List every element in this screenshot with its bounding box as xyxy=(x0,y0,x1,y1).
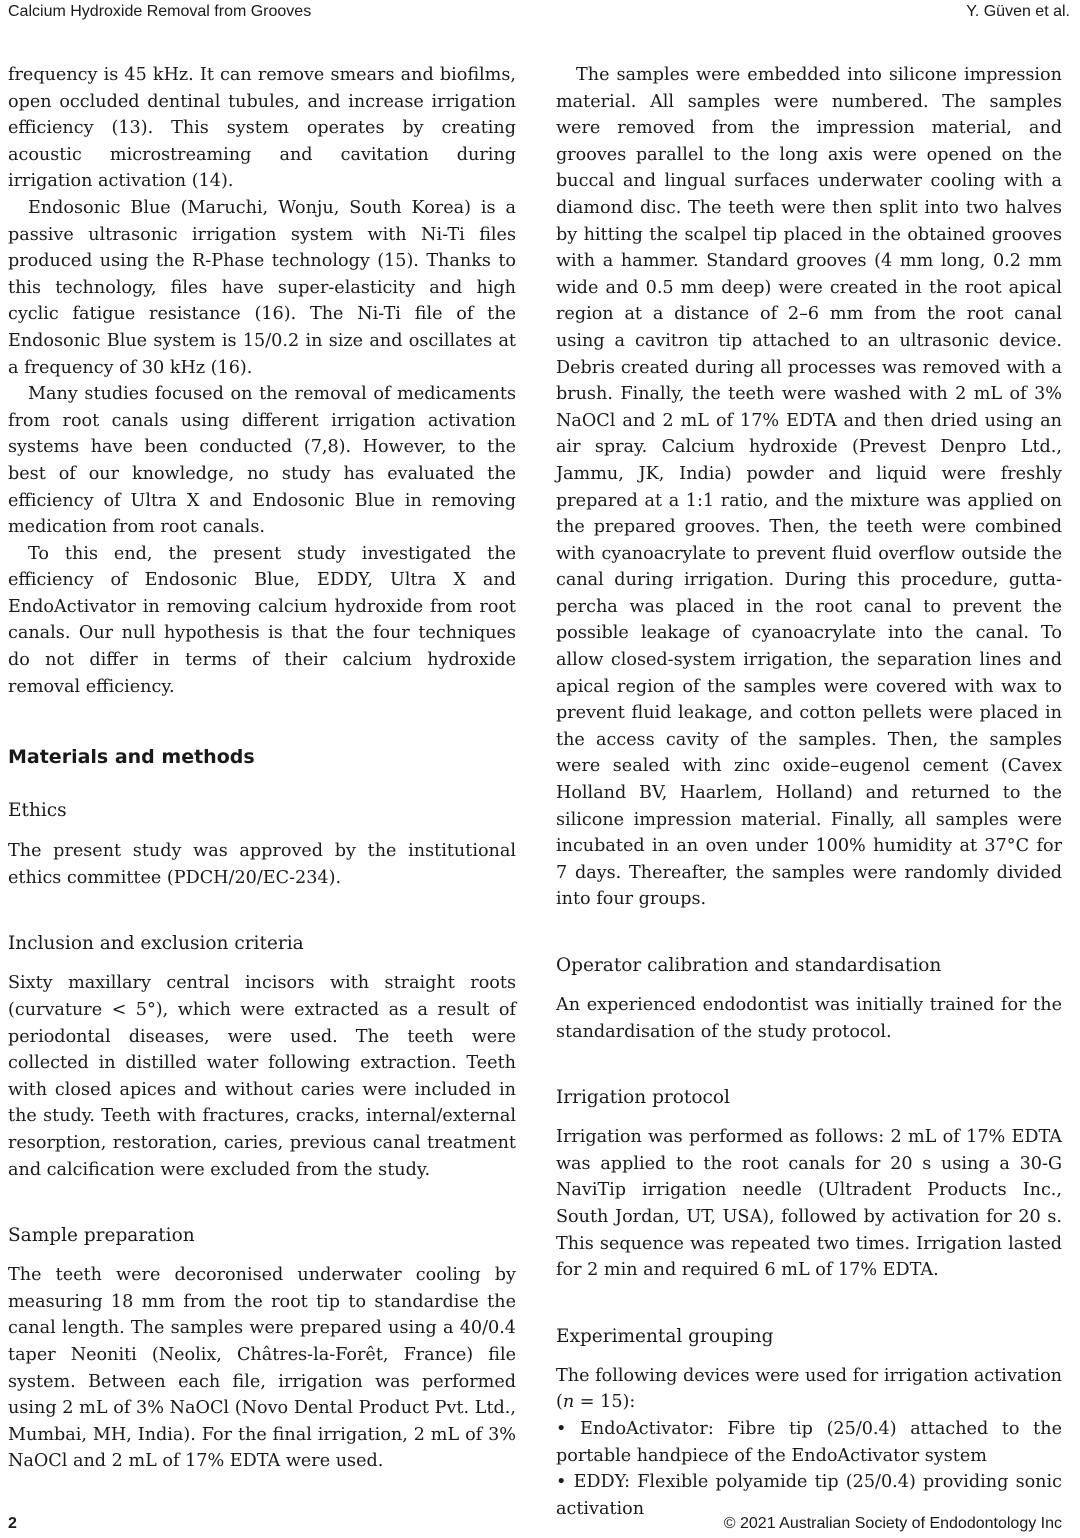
sample-size-symbol: n xyxy=(562,1392,575,1413)
paragraph: The teeth were decoronised underwater cooling by measuring 18 mm from the root tip to standardise the canal length. The samples were prepared using a 40/0.4 taper Neoniti (Neolix, Châtres-la-Forêt, France) file system. Between each file, irrigation was performed using 2 mL of 3% NaOCl (Novo Dental Product Pvt. Ltd., Mumbai, MH, India). For the final irrigation, 2 mL of 3% NaOCl and 2 mL of 17% EDTA were used. xyxy=(8,1265,516,1472)
page-number: 2 xyxy=(8,1515,17,1532)
paragraph xyxy=(556,1363,1062,1416)
paragraph: Many studies focused on the removal of medicaments from root canals using different irrigation activation systems have been conducted (7,8). However, to the best of our knowledge, no study has evaluated the efficiency of Ultra X and Endosonic Blue in removing medication from root canals. xyxy=(8,384,516,538)
subsection-heading-inclusion: Inclusion and exclusion criteria xyxy=(8,933,304,955)
page-footer xyxy=(8,1512,1062,1536)
grouping-intro-end: = 15): xyxy=(574,1392,636,1413)
list-item: • EndoActivator: Fibre tip (25/0.4) attached to the portable handpiece of the EndoActivator system xyxy=(556,1418,1062,1466)
running-authors: Y. Güven et al. xyxy=(966,3,1070,20)
paragraph: The samples were embedded into silicone impression material. All samples were numbered. The samples were removed from the impression material, and grooves parallel to the long axis were opened on the buccal and lingual surfaces underwater cooling with a diamond disc. The teeth were then split into two halves by hitting the scalpel tip placed in the obtained grooves with a hammer. Standard grooves (4 mm long, 0.2 mm wide and 0.5 mm deep) were created in the root apical region at a distance of 2–6 mm from the root canal using a cavitron tip attached to an ultrasonic device. Debris created during all processes was removed with a brush. Finally, the teeth were washed with 2 mL of 3% NaOCl and 2 mL of 17% EDTA and then dried using an air spray. Calcium hydroxide (Prevest Denpro Ltd., Jammu, JK, India) powder and liquid were freshly prepared at a 1:1 ratio, and the mixture was applied on the prepared grooves. Then, the teeth were combined with cyanoacrylate to prevent fluid overflow outside the canal during irrigation. During this procedure, gutta-percha was placed in the root canal to prevent the possible leakage of cyanoacrylate into the canal. To allow closed-system irrigation, the separation lines and apical region of the samples were covered with wax to prevent fluid leakage, and cotton pellets were placed in the access cavity of the samples. Then, the samples were sealed with zinc oxide–eugenol cement (Cavex Holland BV, Haarlem, Holland) and returned to the silicone impression material. Finally, all samples were incubated in an oven under 100% humidity at 37°C for 7 days. Thereafter, the samples were randomly divided into four groups. xyxy=(556,65,1062,910)
paragraph: Irrigation was performed as follows: 2 mL of 17% EDTA was applied to the root canals for 20 s using a 30-G NaviTip irrigation needle (Ultradent Products Inc., South Jordan, UT, USA), followed by activation for 20 s. This sequence was repeated two times. Irrigation lasted for 2 min and required 6 mL of 17% EDTA. xyxy=(556,1127,1062,1281)
grouping-intro: The following devices were used for irrigation activation ( xyxy=(556,1365,1062,1413)
section-heading: Materials and methods xyxy=(8,746,255,769)
subsection-heading-operator: Operator calibration and standardisation xyxy=(556,955,942,976)
left-column xyxy=(8,62,516,1475)
subsection-heading-grouping: Experimental grouping xyxy=(556,1325,774,1347)
list-item: • EDDY: Flexible polyamide tip (25/0.4) providing sonic activation xyxy=(556,1472,1062,1519)
running-head xyxy=(8,0,1070,24)
paragraph: Sixty maxillary central incisors with straight roots (curvature < 5°), which were extracted as a result of periodontal diseases, were used. The teeth were collected in distilled water following extraction. Teeth with closed apices and without caries were included in the study. Teeth with fractures, cracks, internal/external resorption, restoration, caries, previous canal treatment and calcification were excluded from the study. xyxy=(8,973,516,1180)
subsection-heading-ethics: Ethics xyxy=(8,800,67,822)
paragraph: To this end, the present study investigated the efficiency of Endosonic Blue, EDDY, Ultra X and EndoActivator in removing calcium hydroxide from root canals. Our null hypothesis is that the four techniques do not differ in terms of their calcium hydroxide removal efficiency. xyxy=(8,543,516,697)
right-column xyxy=(556,62,1062,1522)
copyright-notice: © 2021 Australian Society of Endodontology Inc xyxy=(723,1515,1062,1532)
paragraph: frequency is 45 kHz. It can remove smears and biofilms, open occluded dentinal tubules, and increase irrigation efficiency (13). This system operates by creating acoustic microstreaming and cavitation during irrigation activation (14). xyxy=(8,65,516,192)
paragraph: The present study was approved by the institutional ethics committee (PDCH/20/EC-234). xyxy=(8,841,516,888)
subsection-heading-sample: Sample preparation xyxy=(8,1225,195,1247)
paragraph: Endosonic Blue (Maruchi, Wonju, South Korea) is a passive ultrasonic irrigation system with Ni-Ti files produced using the R-Phase technology (15). Thanks to this technology, files have super-elasticity and high cyclic fatigue resistance (16). The Ni-Ti file of the Endosonic Blue system is 15/0.2 in size and oscillates at a frequency of 30 kHz (16). xyxy=(8,197,516,378)
paragraph: An experienced endodontist was initially trained for the standardisation of the study protocol. xyxy=(556,995,1062,1042)
running-title: Calcium Hydroxide Removal from Grooves xyxy=(8,3,312,20)
subsection-heading-irrigation: Irrigation protocol xyxy=(556,1087,730,1109)
